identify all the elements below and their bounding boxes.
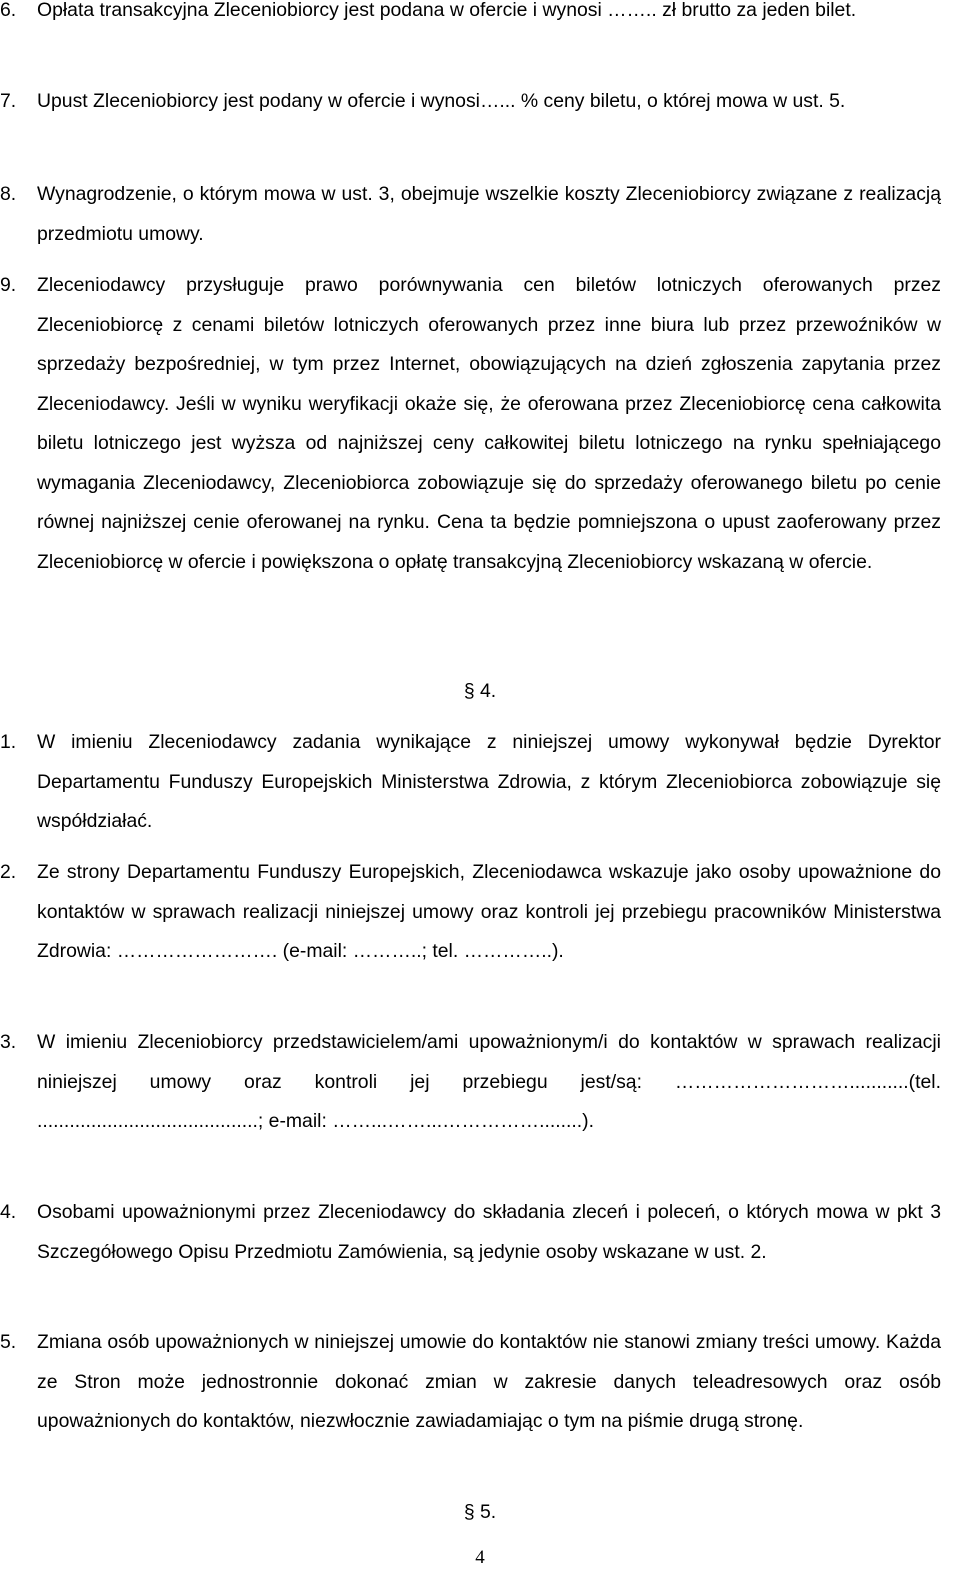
list-item bbox=[0, 0, 941, 31]
list-item bbox=[0, 82, 941, 122]
item-text: W imieniu Zleceniodawcy zadania wynikające z niniejszej umowy wykonywał będzie Dyrektor Departamentu Funduszy Europejskich Ministerstwa Zdrowia, z którym Zleceniobiorca zobowiązuje się współdziałać. bbox=[37, 731, 941, 832]
section-number: 4. bbox=[480, 680, 497, 702]
section-heading bbox=[0, 676, 960, 706]
item-number: 4. bbox=[0, 1201, 17, 1223]
item-number: 2. bbox=[0, 861, 17, 883]
item-text: Zleceniodawcy przysługuje prawo porównywania cen biletów lotniczych oferowanych przez Zleceniobiorcę z cenami biletów lotniczych oferowanych przez inne biura lub przez przewoźników w sprzedaży bezpośredniej, w tym przez Internet, obowiązujących na dzień zgłoszenia zapytania przez Zleceniodawcy. Jeśli w wyniku weryfikacji okaże się, że oferowana przez Zleceniobiorcę cena całkowita biletu lotniczego jest wyższa od najniższej ceny całkowitej biletu lotniczego na rynku spełniającego wymagania Zleceniodawcy, Zleceniobiorca zobowiązuje się do sprzedaży oferowanego biletu po cenie równej najniższej cenie oferowanej na rynku. Cena ta będzie pomniejszona o upust zaoferowany przez Zleceniobiorcę w ofercie i powiększona o opłatę transakcyjną Zleceniobiorcy wskazaną w ofercie. bbox=[37, 274, 941, 573]
item-text: Osobami upoważnionymi przez Zleceniodawcy do składania zleceń i poleceń, o których mowa w pkt 3 Szczegółowego Opisu Przedmiotu Zamówienia, są jedynie osoby wskazane w ust. 2. bbox=[37, 1201, 941, 1263]
list-item bbox=[0, 853, 941, 972]
item-number: 5. bbox=[0, 1331, 17, 1353]
section-number: 5. bbox=[480, 1501, 497, 1523]
item-text: Upust Zleceniobiorcy jest podany w ofercie i wynosi…... % ceny biletu, o której mowa w ust. 5. bbox=[37, 90, 846, 112]
paragraph-symbol: § bbox=[463, 680, 475, 702]
list-item bbox=[0, 1323, 941, 1442]
list-item bbox=[0, 175, 941, 254]
item-number: 6. bbox=[0, 0, 17, 21]
page-number: 4 bbox=[475, 1547, 485, 1568]
list-item bbox=[0, 723, 941, 842]
item-text: Zmiana osób upoważnionych w niniejszej umowie do kontaktów nie stanowi zmiany treści umowy. Każda ze Stron może jednostronnie dokonać zmian w zakresie danych teleadresowych oraz osób upoważnionych do kontaktów, niezwłocznie zawiadamiając o tym na piśmie drugą stronę. bbox=[37, 1331, 941, 1432]
list-item bbox=[0, 266, 941, 582]
item-text: W imieniu Zleceniobiorcy przedstawicielem/ami upoważnionym/i do kontaktów w sprawach realizacji niniejszej umowy oraz kontroli jej przebiegu jest/są: ………………………...........(tel. .........................................; e-mail: ……...……...……………........). bbox=[37, 1031, 941, 1132]
item-number: 7. bbox=[0, 90, 17, 112]
item-number: 1. bbox=[0, 731, 17, 753]
item-text: Wynagrodzenie, o którym mowa w ust. 3, obejmuje wszelkie koszty Zleceniobiorcy związane z realizacją przedmiotu umowy. bbox=[37, 183, 941, 245]
paragraph-symbol: § bbox=[463, 1501, 475, 1523]
item-number: 8. bbox=[0, 183, 17, 205]
section-heading bbox=[0, 1497, 960, 1527]
item-number: 3. bbox=[0, 1031, 17, 1053]
item-text: Ze strony Departamentu Funduszy Europejskich, Zleceniodawca wskazuje jako osoby upoważnione do kontaktów w sprawach realizacji niniejszej umowy oraz kontroli jej przebiegu pracowników Ministerstwa Zdrowia: ……………………. (e-mail: ………..; tel. …………..). bbox=[37, 861, 941, 962]
item-number: 9. bbox=[0, 274, 17, 296]
list-item bbox=[0, 1023, 941, 1142]
list-item bbox=[0, 1193, 941, 1272]
item-text: Opłata transakcyjna Zleceniobiorcy jest podana w ofercie i wynosi …….. zł brutto za jeden bilet. bbox=[37, 0, 857, 21]
